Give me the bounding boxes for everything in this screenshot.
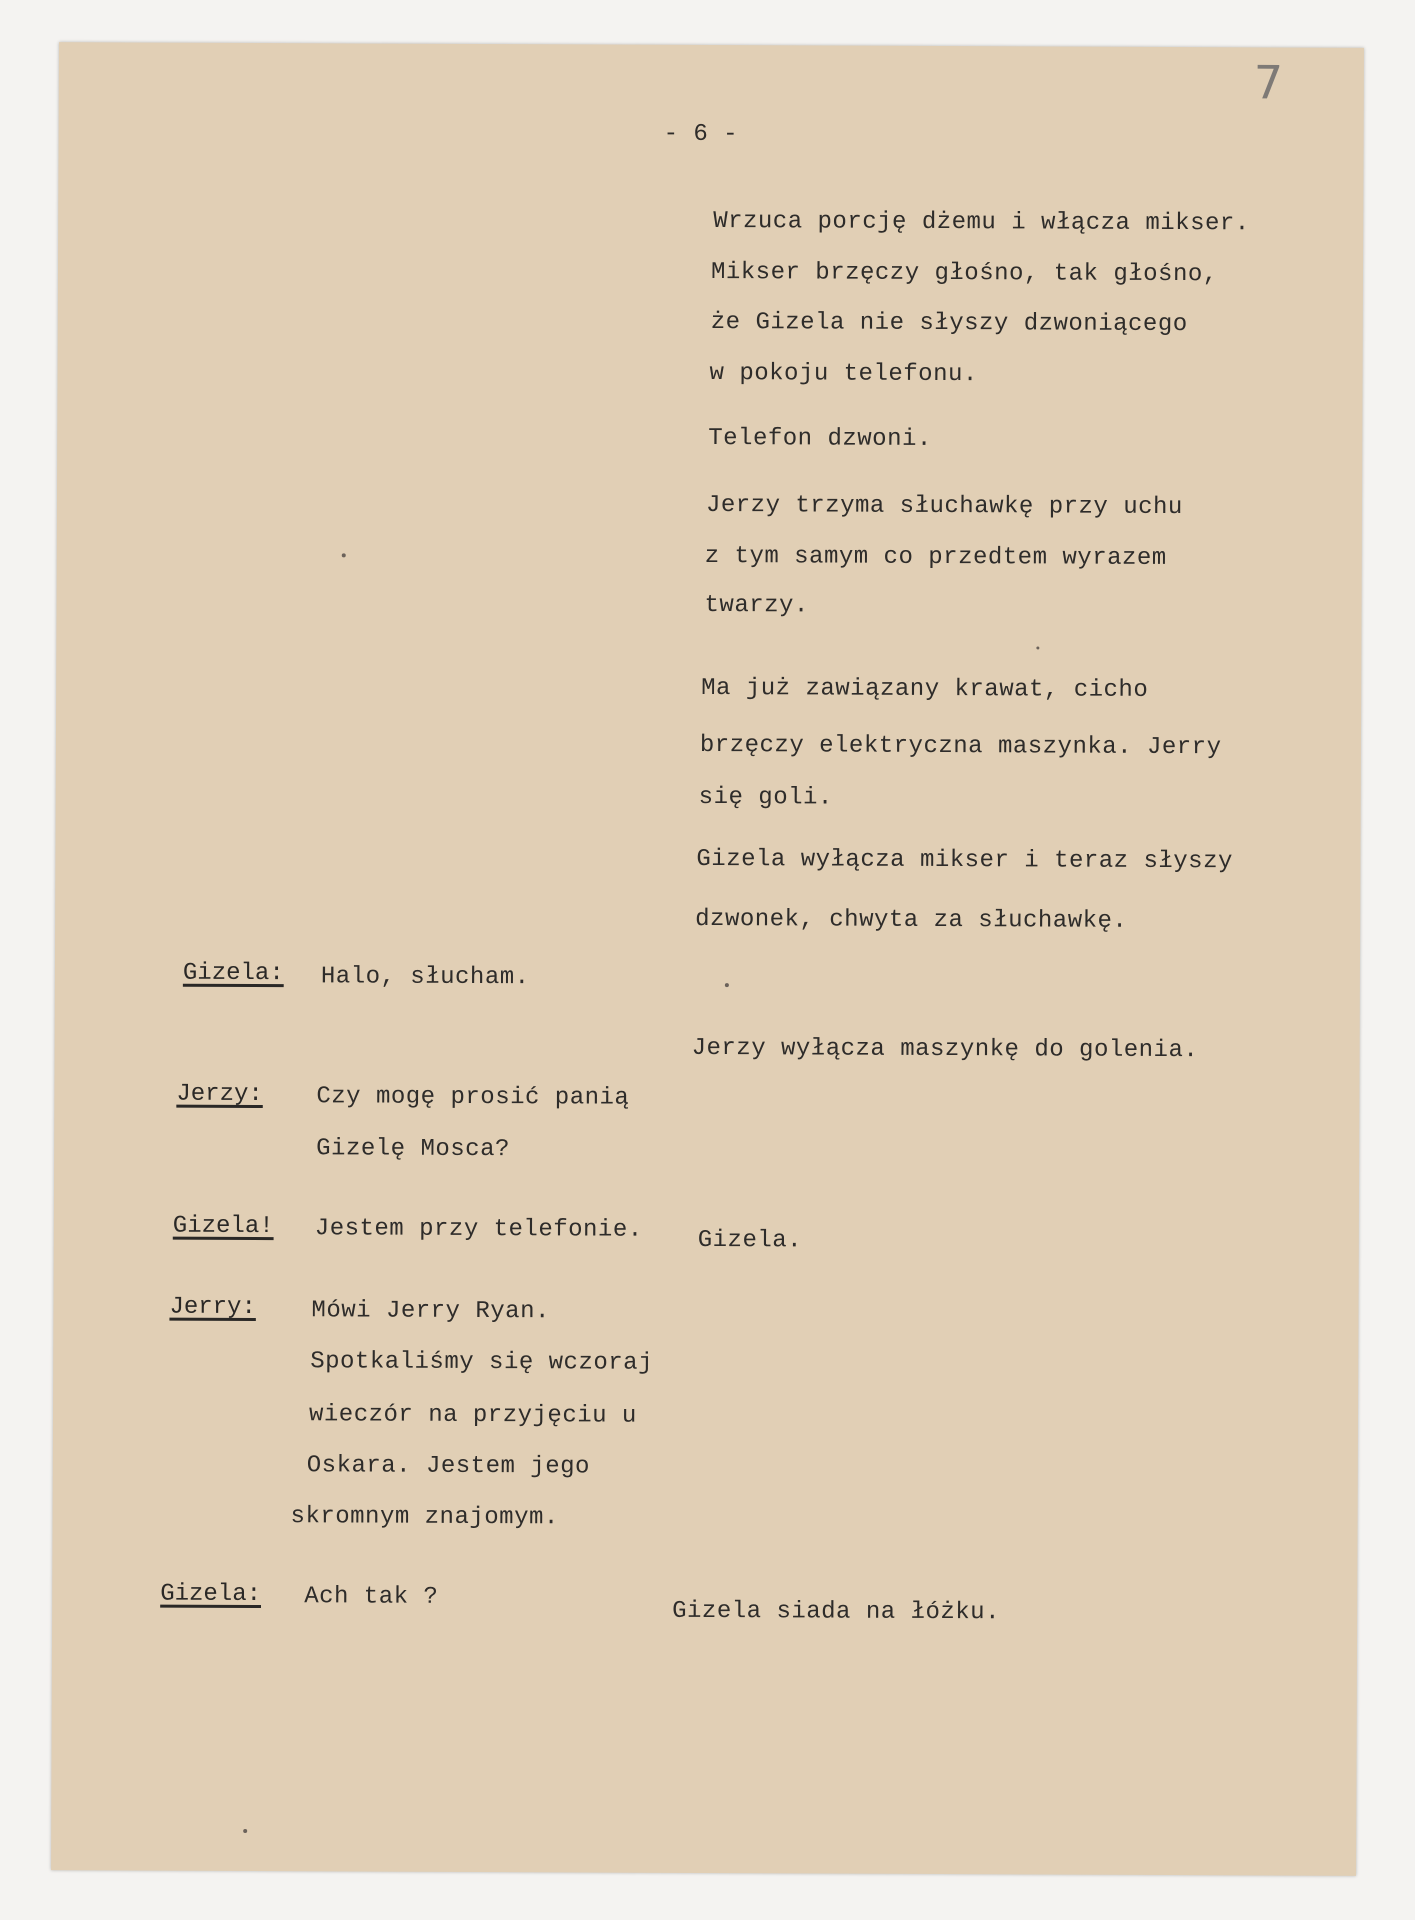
direction-line: Gizela.	[697, 1226, 803, 1255]
direction-line: że Gizela nie słyszy dzwoniącego	[710, 309, 1188, 339]
direction-line: twarzy.	[704, 591, 809, 620]
direction-line: w pokoju telefonu.	[709, 360, 978, 389]
paper-speck	[1036, 646, 1039, 649]
handwritten-page-mark: 7	[1253, 55, 1284, 110]
page-number: - 6 -	[663, 120, 739, 149]
speaker-label: Gizela:	[182, 959, 284, 988]
direction-line: Jerzy wyłącza maszynkę do golenia.	[691, 1034, 1199, 1065]
direction-line: Telefon dzwoni.	[708, 424, 932, 453]
direction-line: Jerzy trzyma słuchawkę przy uchu	[705, 491, 1183, 522]
dialogue-line: Jestem przy telefonie.	[314, 1215, 643, 1244]
dialogue-line: Oskara. Jestem jego	[306, 1452, 590, 1481]
speaker-label: Gizela:	[160, 1580, 262, 1609]
direction-line: się goli.	[698, 783, 833, 812]
direction-line: Gizela wyłącza mikser i teraz słyszy	[696, 845, 1233, 876]
direction-line: Mikser brzęczy głośno, tak głośno,	[710, 259, 1218, 289]
paper-speck	[725, 983, 729, 987]
speaker-label: Gizela!	[172, 1212, 274, 1241]
direction-line: Wrzuca porcję dżemu i włącza mikser.	[713, 208, 1250, 238]
direction-line: dzwonek, chwyta za słuchawkę.	[695, 905, 1128, 935]
dialogue-line: Halo, słucham.	[320, 963, 530, 992]
typescript-page	[51, 42, 1364, 1876]
direction-line: brzęczy elektryczna maszynka. Jerry	[699, 731, 1222, 762]
paper-speck	[243, 1829, 247, 1833]
speaker-label: Jerry:	[169, 1293, 256, 1322]
dialogue-line: wieczór na przyjęciu u	[308, 1401, 637, 1430]
dialogue-line: Ach tak ?	[304, 1583, 439, 1611]
dialogue-line: skromnym znajomym.	[290, 1503, 559, 1532]
direction-line: Gizela siada na łóżku.	[672, 1597, 1001, 1627]
dialogue-line: Spotkaliśmy się wczoraj	[310, 1348, 654, 1377]
direction-line: z tym samym co przedtem wyrazem	[704, 542, 1167, 572]
speaker-label: Jerzy:	[176, 1080, 263, 1109]
dialogue-line: Gizelę Mosca?	[316, 1135, 510, 1164]
direction-line: Ma już zawiązany krawat, cicho	[701, 674, 1149, 704]
dialogue-line: Czy mogę prosić panią	[316, 1083, 630, 1112]
dialogue-line: Mówi Jerry Ryan.	[311, 1297, 550, 1326]
paper-speck	[342, 553, 346, 557]
